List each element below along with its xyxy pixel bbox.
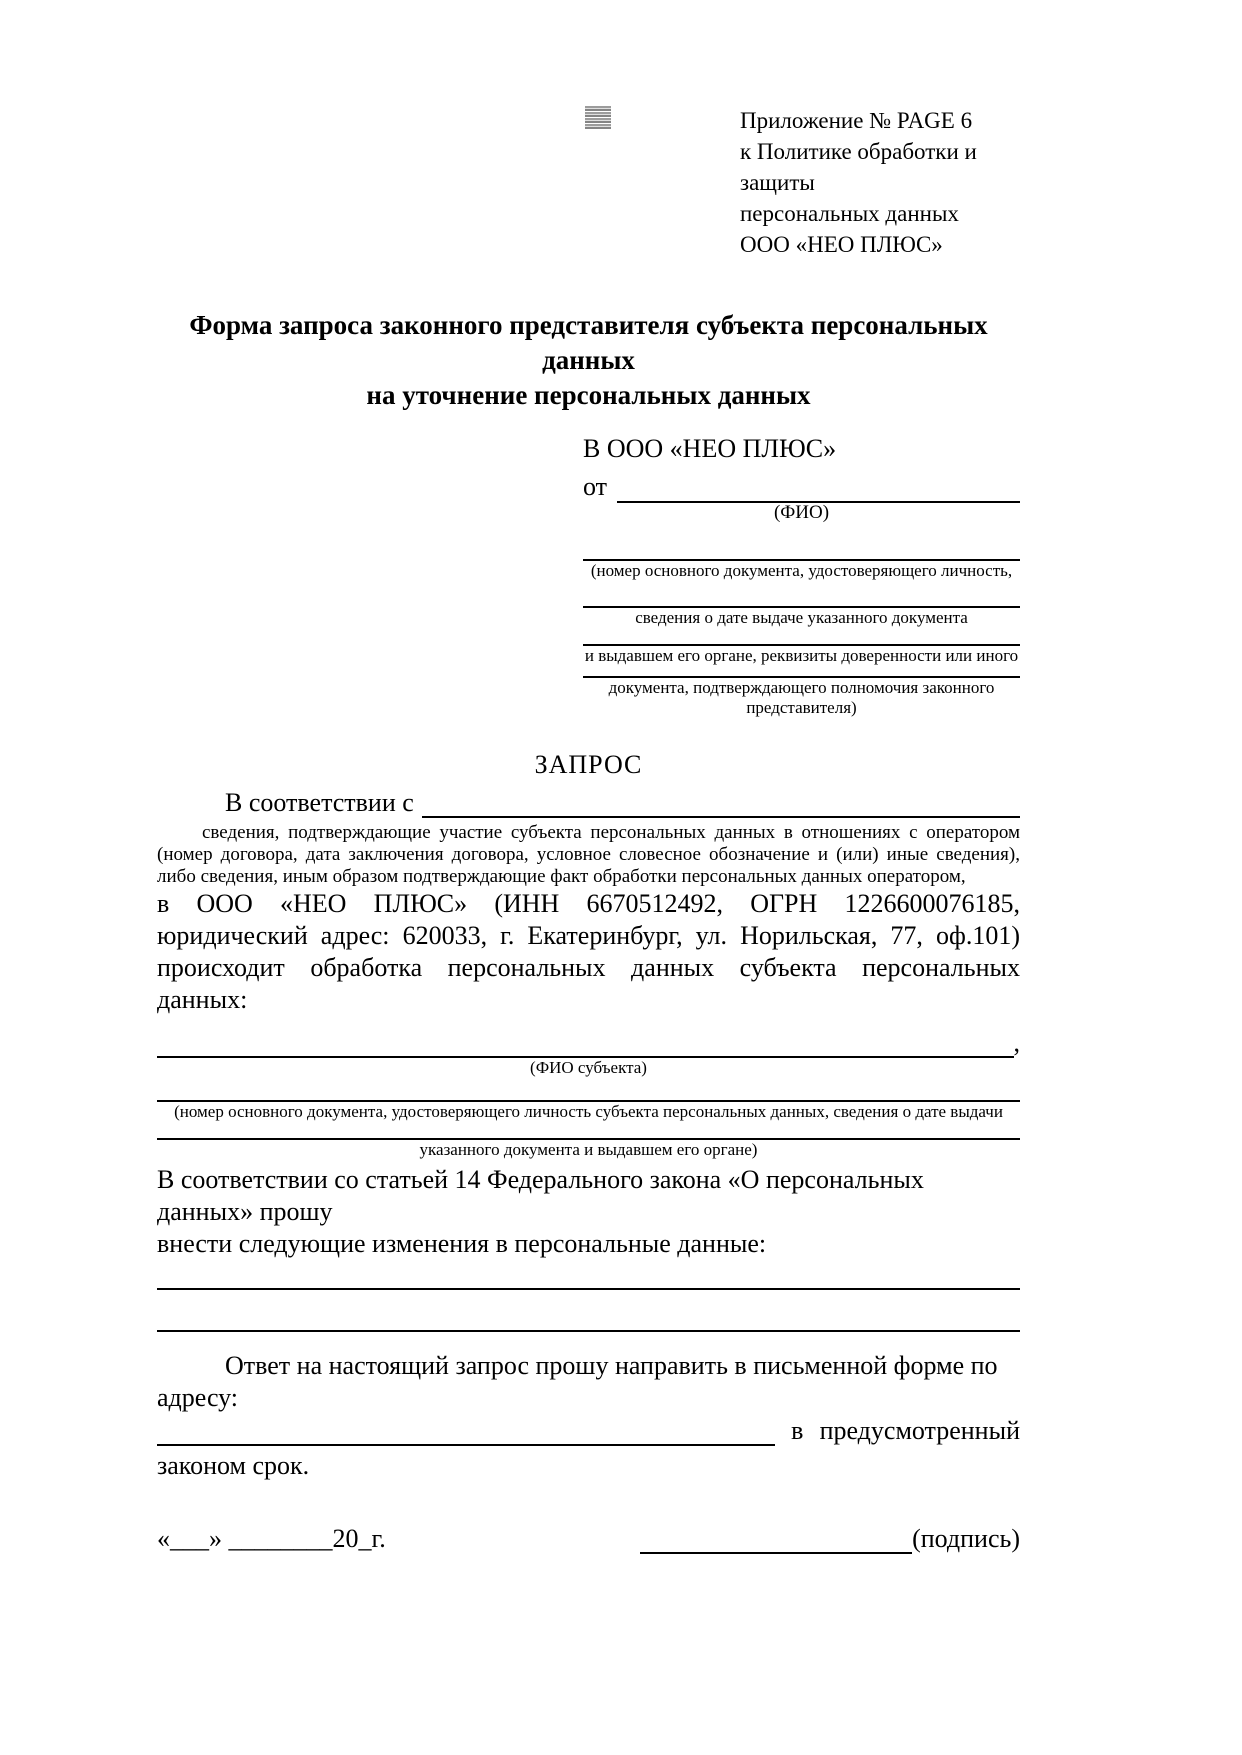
appendix-number-line: Приложение № PAGE 6 — [740, 108, 973, 133]
rep-doc-caption-4: документа, подтверждающего полномочия законного представителя) — [608, 678, 995, 717]
law-line-1: В соответствии со статьей 14 Федерального закона «О персональных данных» прошу — [157, 1165, 924, 1226]
subject-fio-caption: (ФИО субъекта) — [530, 1058, 647, 1077]
signature-group — [640, 1524, 1020, 1554]
intro-blank-line — [422, 790, 1020, 818]
signature-blank-line — [640, 1528, 912, 1554]
law-line-2: внести следующие изменения в персональные данные: — [157, 1229, 767, 1258]
intro-row — [157, 788, 1020, 818]
rep-doc-caption-2: сведения о дате выдаче указанного документа — [635, 608, 968, 627]
form-title — [157, 308, 1020, 413]
form-title-line-1: Форма запроса законного представителя субъекта персональных данных — [189, 310, 988, 375]
form-title-line-2: на уточнение персональных данных — [366, 380, 811, 410]
rep-doc-caption-3: и выдавшем его органе, реквизиты доверенности или иного — [584, 646, 1019, 665]
fio-caption: (ФИО) — [773, 502, 830, 523]
operator-paragraph: в ООО «НЕО ПЛЮС» (ИНН 6670512492, ОГРН 1226600076185, юридический адрес: 620033, г. Екатеринбург, ул. Норильская, 77, оф.101) происходит обработка персональных данных субъекта персональных данных: — [157, 889, 1020, 1014]
date-signature-row — [157, 1524, 1020, 1554]
subject-doc-caption-2: указанного документа и выдавшем его органе) — [419, 1140, 758, 1159]
response-address-blank-line — [157, 1420, 775, 1446]
policy-line-2: персональных данных — [740, 201, 959, 226]
field-code-artifact-icon — [585, 106, 611, 130]
subject-doc-caption-1: (номер основного документа, удостоверяющего личность субъекта персональных данных, сведения о дате выдачи — [174, 1102, 1003, 1121]
from-row — [583, 471, 1020, 503]
policy-line-1: к Политике обработки и защиты — [740, 139, 977, 195]
addressee-block — [583, 433, 1020, 718]
law-paragraph — [157, 1164, 1020, 1260]
rep-doc-caption-1: (номер основного документа, удостоверяющего личность, — [590, 561, 1013, 580]
response-line-3: законом срок. — [157, 1451, 310, 1480]
response-term-word: предусмотренный — [819, 1416, 1020, 1445]
signature-caption: (подпись) — [912, 1524, 1020, 1553]
changes-blank-line-1 — [157, 1288, 1020, 1290]
date-line: «___» ________20_г. — [157, 1524, 386, 1553]
appendix-header — [740, 105, 1040, 260]
subject-comma: , — [1013, 1028, 1020, 1057]
response-in-word: в — [791, 1416, 804, 1445]
changes-blank-line-2 — [157, 1330, 1020, 1332]
addressee-to: В ООО «НЕО ПЛЮС» — [583, 434, 837, 463]
from-blank-line — [617, 475, 1020, 503]
from-label: от — [583, 472, 608, 501]
subject-fio-blank-line — [157, 1032, 1014, 1058]
response-line-1: Ответ на настоящий запрос прошу направить в письменной форме по адресу: — [157, 1351, 998, 1412]
company-name: ООО «НЕО ПЛЮС» — [740, 232, 943, 257]
fine-print-note: сведения, подтверждающие участие субъекта персональных данных в отношениях с оператором (номер договора, дата заключения договора, условное словесное обозначение и (или) иные сведения), либо сведения, иным образом подтверждающие факт обработки персональных данных оператором, — [157, 822, 1020, 887]
intro-prefix: В соответствии с — [225, 788, 414, 817]
request-heading: ЗАПРОС — [534, 750, 643, 779]
response-address-row — [157, 1416, 1020, 1446]
subject-fio-row — [157, 1028, 1020, 1058]
